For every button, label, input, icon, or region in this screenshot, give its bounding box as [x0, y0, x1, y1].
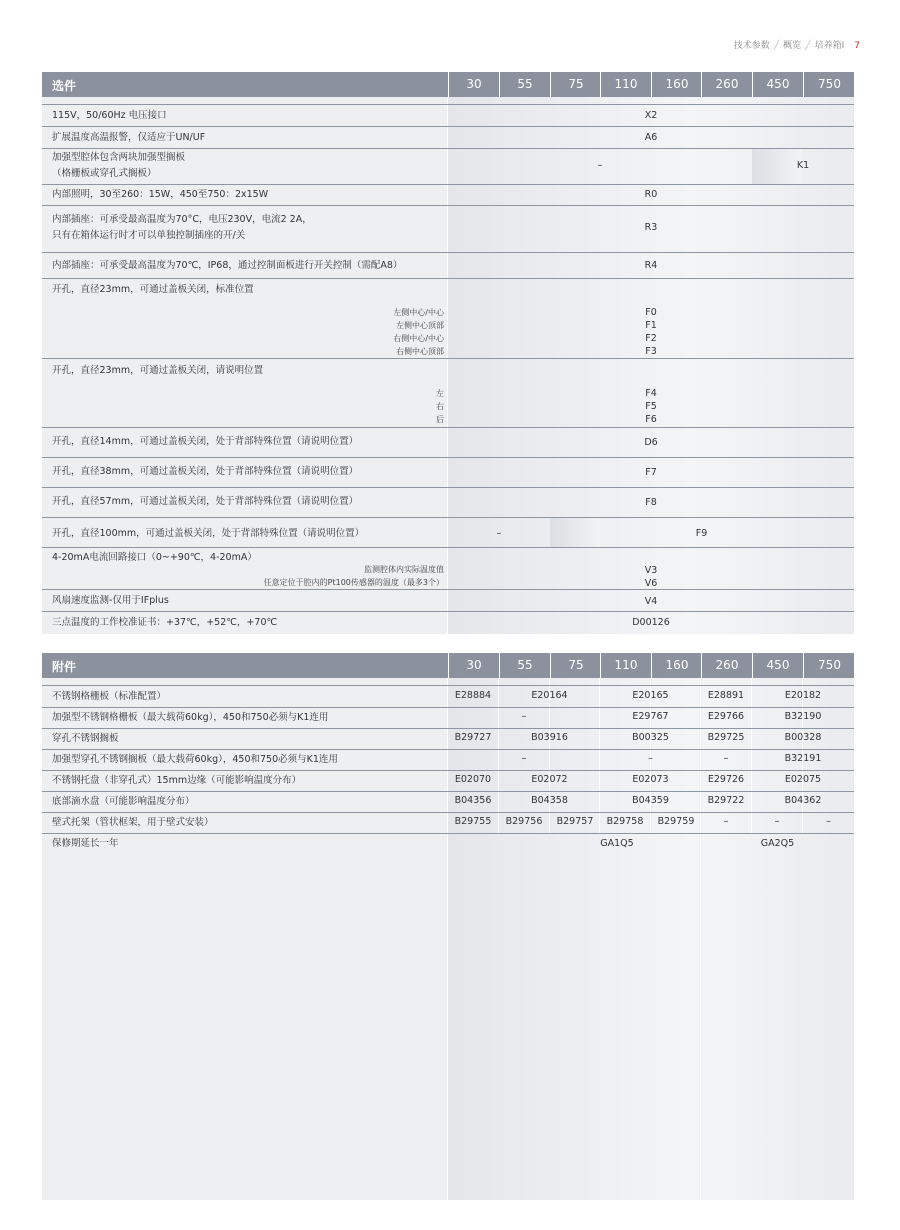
accessory-label: 壁式托架（管状框架，用于壁式安装） [52, 817, 214, 828]
column-header: 30 [448, 72, 499, 97]
breadcrumb-item: 培养箱I [814, 41, 845, 51]
accessories-title: 附件 [52, 660, 77, 674]
accessory-dash: – [774, 816, 780, 827]
option-sub-label: 监测腔体内实际温度值 [364, 565, 444, 574]
accessory-code: GA1Q5 [600, 838, 634, 849]
column-header: 75 [550, 653, 601, 678]
accessory-code: E29767 [632, 711, 669, 722]
option-label: 内部插座：可承受最高温度为70℃，IP68，通过控制面板进行开关控制（需配A8） [52, 260, 403, 271]
option-dash: – [496, 528, 502, 539]
option-code: F9 [695, 528, 708, 539]
option-code: F8 [645, 497, 657, 508]
accessories-header [42, 653, 854, 678]
column-header: 55 [499, 653, 550, 678]
option-code: V3 [644, 565, 658, 576]
breadcrumb-separator: ╱ [773, 41, 780, 51]
option-label: 开孔，直径38mm，可通过盖板关闭，处于背部特殊位置（请说明位置） [52, 466, 359, 477]
option-label: 开孔，直径23mm，可通过盖板关闭，请说明位置 [52, 365, 264, 376]
option-sub-label: 左 [436, 389, 444, 398]
option-code: F2 [645, 333, 657, 344]
accessory-code: B29725 [707, 732, 745, 743]
option-code: R4 [644, 260, 658, 271]
accessory-label: 不锈钢格栅板（标准配置） [52, 691, 167, 702]
option-sub-label: 后 [436, 415, 444, 424]
option-label: 内部照明，30至260：15W，450至750：2x15W [52, 189, 269, 200]
accessory-label: 加强型不锈钢格栅板（最大载荷60kg），450和750必须与K1连用 [52, 712, 329, 723]
accessory-code: B32191 [784, 753, 822, 764]
option-code: X2 [644, 110, 658, 121]
option-code: F1 [645, 320, 657, 331]
option-code: F5 [645, 401, 657, 412]
accessory-code: E29726 [707, 774, 745, 785]
option-label: 开孔，直径14mm，可通过盖板关闭，处于背部特殊位置（请说明位置） [52, 436, 359, 447]
column-header: 750 [803, 72, 855, 97]
accessory-code: B04356 [454, 795, 492, 806]
accessory-code: B29757 [556, 816, 594, 827]
option-code: D6 [644, 437, 658, 448]
accessory-code: B03916 [531, 732, 568, 743]
breadcrumb [734, 38, 860, 51]
accessory-code: E02073 [632, 774, 669, 785]
accessory-dash: – [648, 753, 653, 764]
option-code: D00126 [632, 617, 670, 628]
option-sub-label: 任意定位于腔内的Pt100传感器的温度（最多3个） [263, 578, 444, 587]
accessory-code: GA2Q5 [760, 838, 795, 849]
accessory-dash: – [826, 816, 831, 827]
option-label: 风扇速度监测-仅用于IFplus [52, 595, 169, 606]
accessory-code: B29755 [454, 816, 492, 827]
option-code: V4 [644, 596, 658, 607]
option-sub-label: 左侧中心顶部 [396, 321, 444, 330]
accessory-code: B29759 [657, 816, 695, 827]
accessory-code: E20164 [531, 690, 568, 701]
column-header: 55 [499, 72, 550, 97]
column-header: 110 [600, 72, 651, 97]
accessory-dash: – [521, 711, 527, 722]
option-sub-label: 右侧中心顶部 [396, 347, 444, 356]
options-title: 选件 [52, 79, 77, 93]
option-dash: – [597, 160, 603, 171]
option-label: 开孔，直径57mm，可通过盖板关闭，处于背部特殊位置（请说明位置） [52, 496, 359, 507]
option-code: R0 [644, 189, 658, 200]
option-label: 内部插座：可承受最高温度为70°C，电压230V，电流2 2A， [52, 214, 312, 225]
column-header: 110 [600, 653, 651, 678]
page-number: 7 [854, 41, 860, 51]
accessory-code: B29722 [707, 795, 745, 806]
option-code: A6 [644, 132, 658, 143]
option-code: R3 [644, 222, 658, 233]
accessory-code: E28891 [707, 690, 745, 701]
accessory-code: E28884 [454, 690, 492, 701]
option-code: F3 [645, 346, 657, 357]
accessory-dash: – [521, 753, 527, 764]
accessory-code: E20182 [784, 690, 822, 701]
accessory-label: 保修期延长一年 [52, 838, 119, 849]
option-sub-label: 右侧中心/中心 [393, 334, 444, 343]
accessory-label: 底部滴水盘（可能影响温度分布） [52, 796, 195, 807]
accessory-label: 穿孔不锈钢搁板 [52, 733, 119, 744]
column-header: 450 [752, 653, 803, 678]
column-header: 160 [651, 72, 702, 97]
accessory-code: B04362 [784, 795, 822, 806]
breadcrumb-item: 概览 [783, 41, 802, 51]
accessory-code: B04359 [632, 795, 669, 806]
accessory-code: E02075 [784, 774, 822, 785]
accessory-label: 加强型穿孔不锈钢搁板（最大载荷60kg），450和750必须与K1连用 [52, 754, 338, 765]
option-code: F7 [645, 467, 657, 478]
column-header: 260 [701, 653, 752, 678]
column-header: 260 [701, 72, 752, 97]
accessory-dash: – [723, 753, 729, 764]
options-header [42, 72, 854, 97]
option-label: 三点温度的工作校准证书：+37℃，+52℃，+70℃ [52, 617, 278, 628]
option-code: V6 [644, 578, 658, 589]
option-label-line2: （格栅板或穿孔式搁板） [52, 168, 157, 179]
option-label: 加强型腔体包含两块加强型搁板 [52, 152, 186, 163]
accessory-code: E20165 [632, 690, 669, 701]
option-code: K1 [796, 160, 810, 171]
accessory-code: B04358 [531, 795, 568, 806]
accessory-code: E02072 [531, 774, 568, 785]
breadcrumb-item: 技术参数 [733, 41, 770, 51]
option-code: F6 [645, 414, 657, 425]
accessory-code: E29766 [707, 711, 745, 722]
option-label-line2: 只有在箱体运行时才可以单独控制插座的开/关 [52, 230, 246, 241]
option-code: F0 [645, 307, 657, 318]
option-label: 开孔，直径23mm，可通过盖板关闭，标准位置 [52, 284, 254, 295]
accessory-code: B29756 [505, 816, 543, 827]
accessory-code: B32190 [784, 711, 822, 722]
accessory-code: B00328 [784, 732, 822, 743]
option-sub-label: 右 [436, 402, 444, 411]
column-header: 160 [651, 653, 702, 678]
column-header: 30 [448, 653, 499, 678]
accessory-code: E02070 [454, 774, 492, 785]
column-header: 450 [752, 72, 803, 97]
column-header: 75 [550, 72, 601, 97]
option-sub-label: 左侧中心/中心 [393, 308, 444, 317]
accessory-code: B29727 [454, 732, 492, 743]
options-table [42, 72, 854, 634]
breadcrumb-separator: ╱ [805, 41, 811, 51]
option-label: 115V，50/60Hz 电压接口 [52, 110, 167, 121]
column-header: 750 [803, 653, 855, 678]
option-label: 开孔，直径100mm，可通过盖板关闭，处于背部特殊位置（请说明位置） [52, 528, 365, 539]
option-label: 4-20mA电流回路接口（0~+90℃，4-20mA） [52, 552, 257, 563]
option-label: 扩展温度高温报警，仅适应于UN/UF [52, 132, 206, 143]
accessory-dash: – [723, 816, 729, 827]
accessory-label: 不锈钢托盘（非穿孔式）15mm边缘（可能影响温度分布） [52, 775, 302, 786]
option-code: F4 [645, 388, 657, 399]
accessories-table [42, 653, 854, 1200]
accessory-code: B29758 [606, 816, 644, 827]
accessory-code: B00325 [632, 732, 669, 743]
